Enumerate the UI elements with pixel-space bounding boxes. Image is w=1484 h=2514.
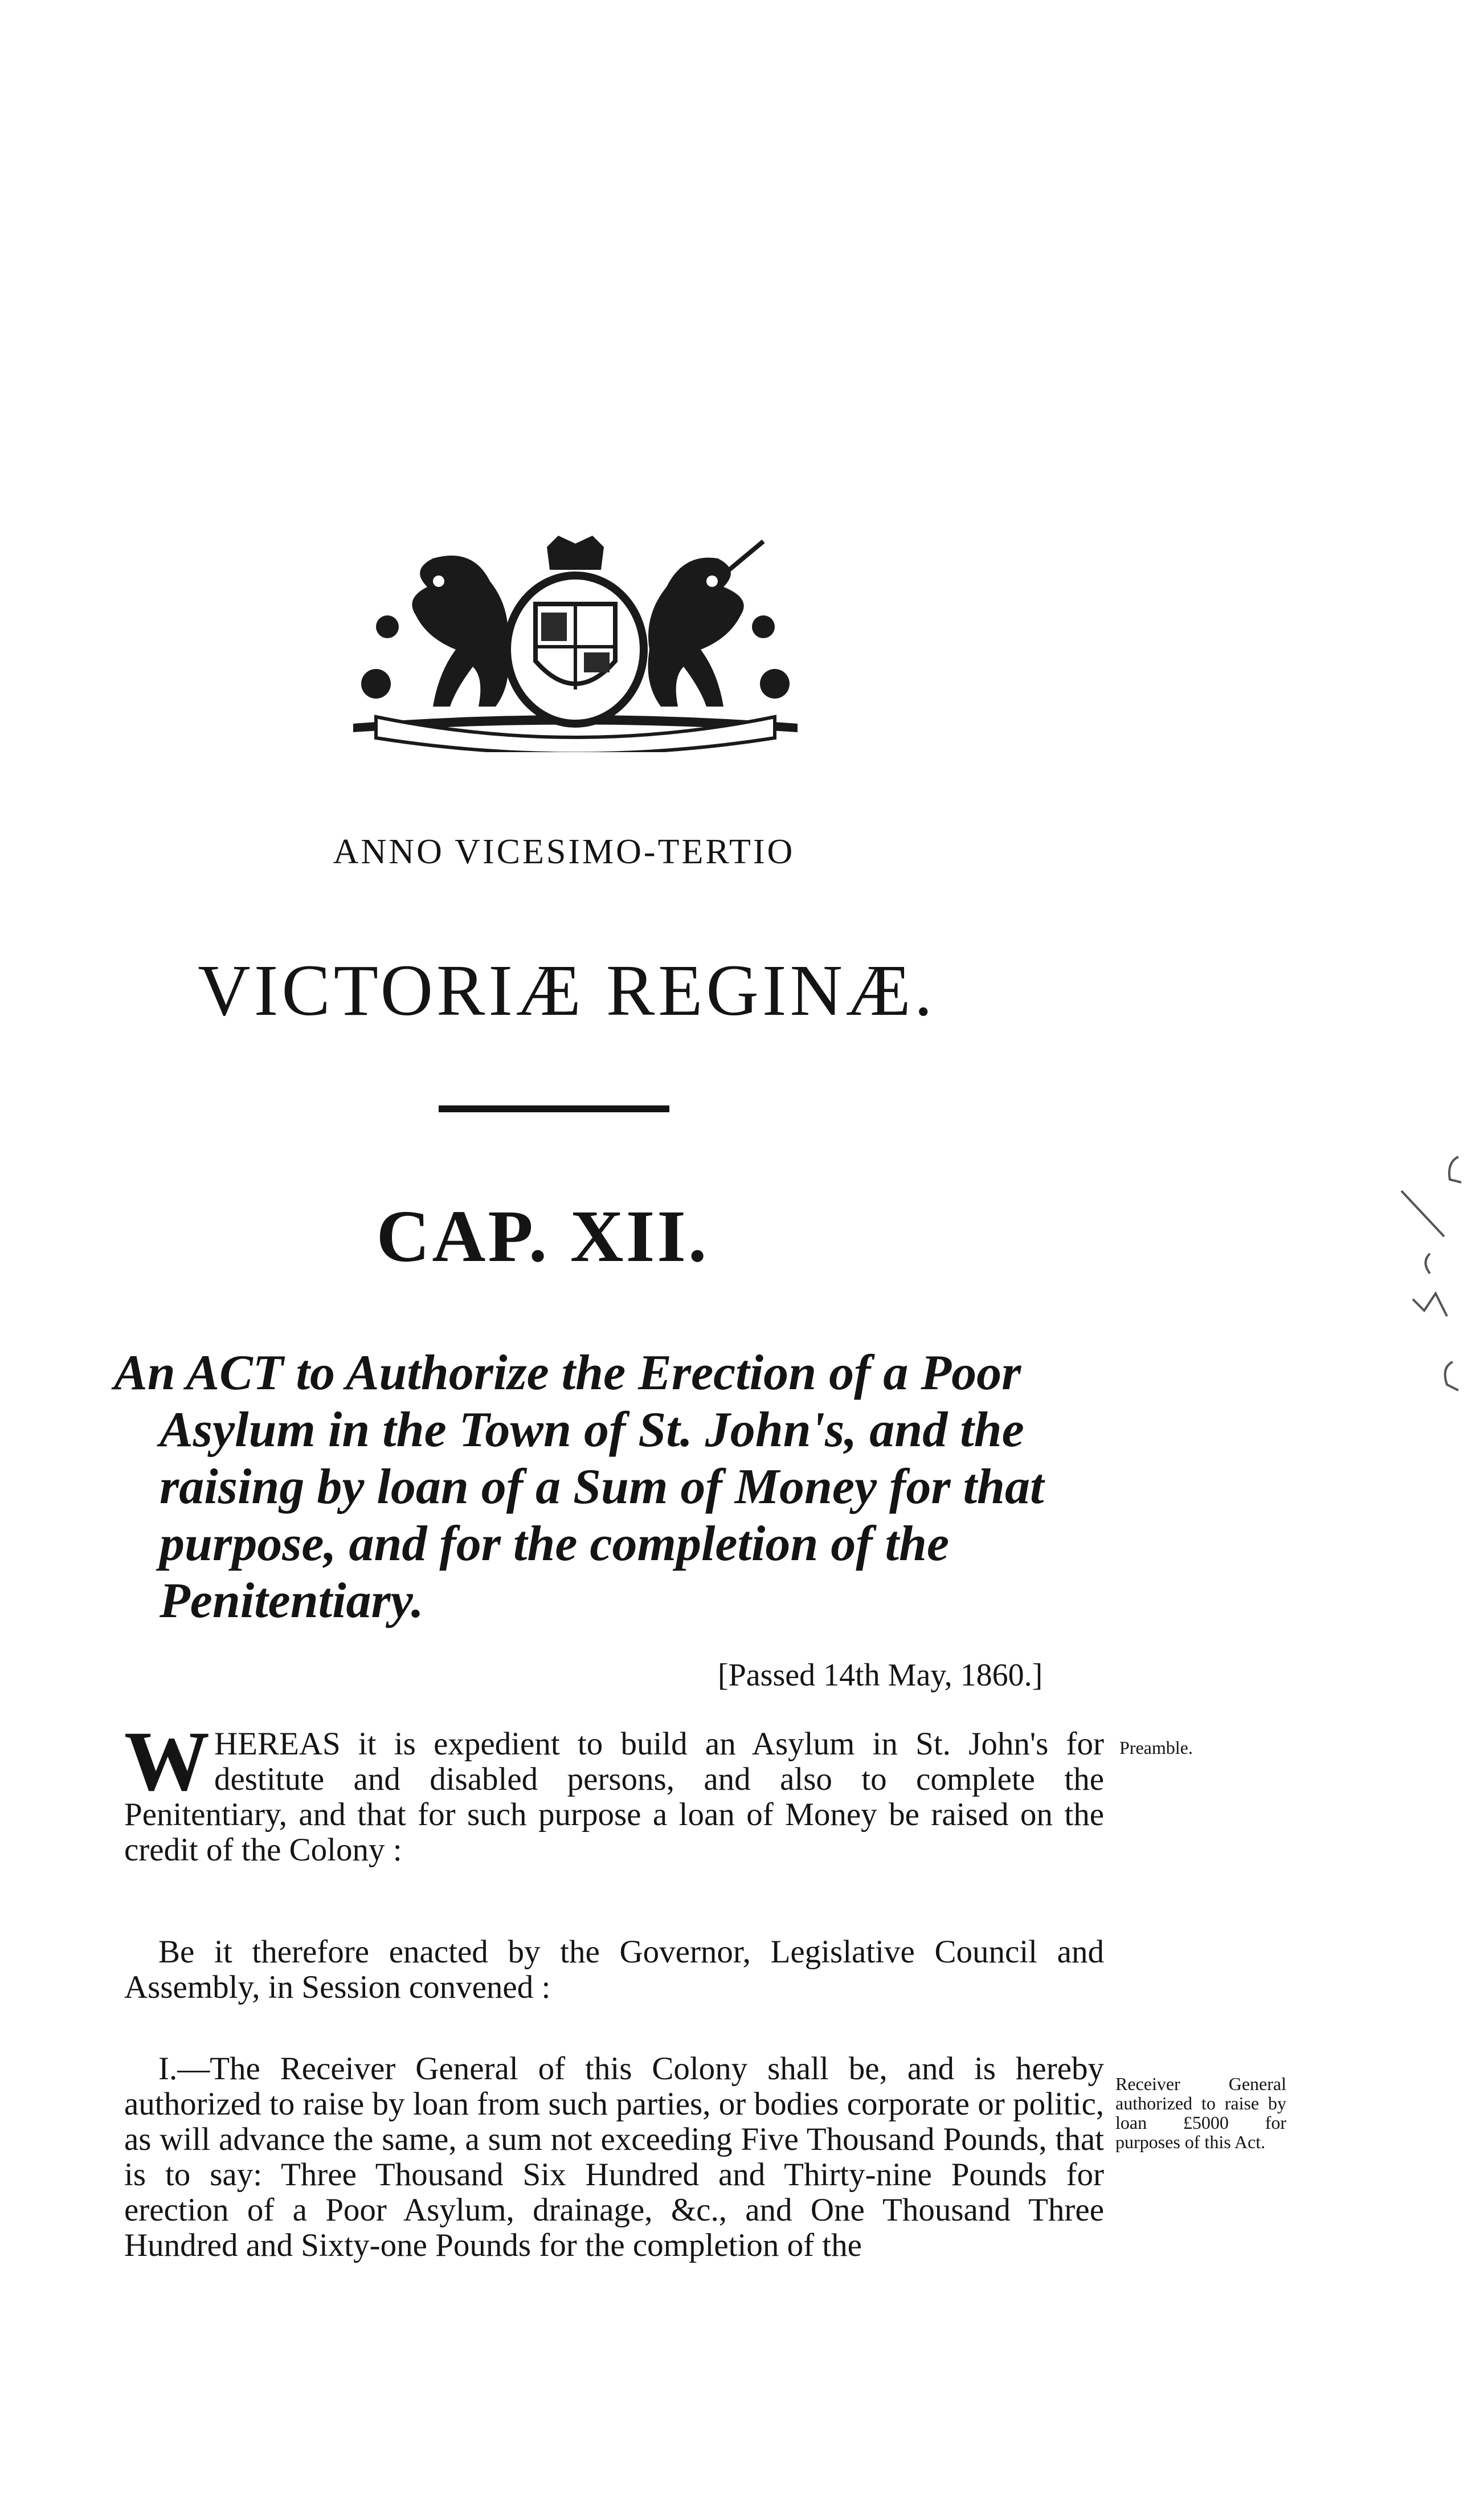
- passed-date: [Passed 14th May, 1860.]: [718, 1658, 1043, 1693]
- regnal-year-line: ANNO VICESIMO-TERTIO: [333, 832, 795, 871]
- regnal-title: VICTORIÆ REGINÆ.: [198, 950, 936, 1031]
- pencil-marks-icon: [1390, 1140, 1481, 1413]
- margin-note-section-1: Receiver General authorized to raise by loan £5000 for purposes of this Act.: [1115, 2074, 1286, 2152]
- drop-cap: W: [124, 1714, 210, 1809]
- preamble-paragraph: [124, 1714, 1104, 1868]
- section-1-paragraph: I.—The Receiver General of this Colony shall be, and is hereby authorized to raise by loan from such parties, or bodies corporate or politic, as will advance the same, a sum not exceeding Five Thousand Pounds, that is to say: Three Thousand Six Hundred and Thirty-nine Pounds for erection of a Poor Asylum, drainage, &c., and One Thousand Three Hundred and Sixty-one Pounds for the completion of the: [124, 2051, 1104, 2263]
- royal-coat-of-arms-icon: [342, 536, 809, 752]
- preamble-text: HEREAS it is expedient to build an Asylum in St. John's for destitute and disabled persons, and also to complete the Penitentiary, and that for such purpose a loan of Money be raised on the credit of the Colony :: [124, 1726, 1104, 1868]
- chapter-heading: CAP. XII.: [376, 1195, 709, 1278]
- act-title: An ACT to Authorize the Erection of a Poor Asylum in the Town of St. John's, and the raising by loan of a Sum of Money for that purpose, and for the completion of the Penitentiary.: [114, 1345, 1044, 1629]
- enacting-clause: Be it therefore enacted by the Governor, Legislative Council and Assembly, in Session convened :: [124, 1934, 1104, 2005]
- margin-note-preamble: Preamble.: [1119, 1737, 1193, 1758]
- divider-rule: [439, 1105, 669, 1112]
